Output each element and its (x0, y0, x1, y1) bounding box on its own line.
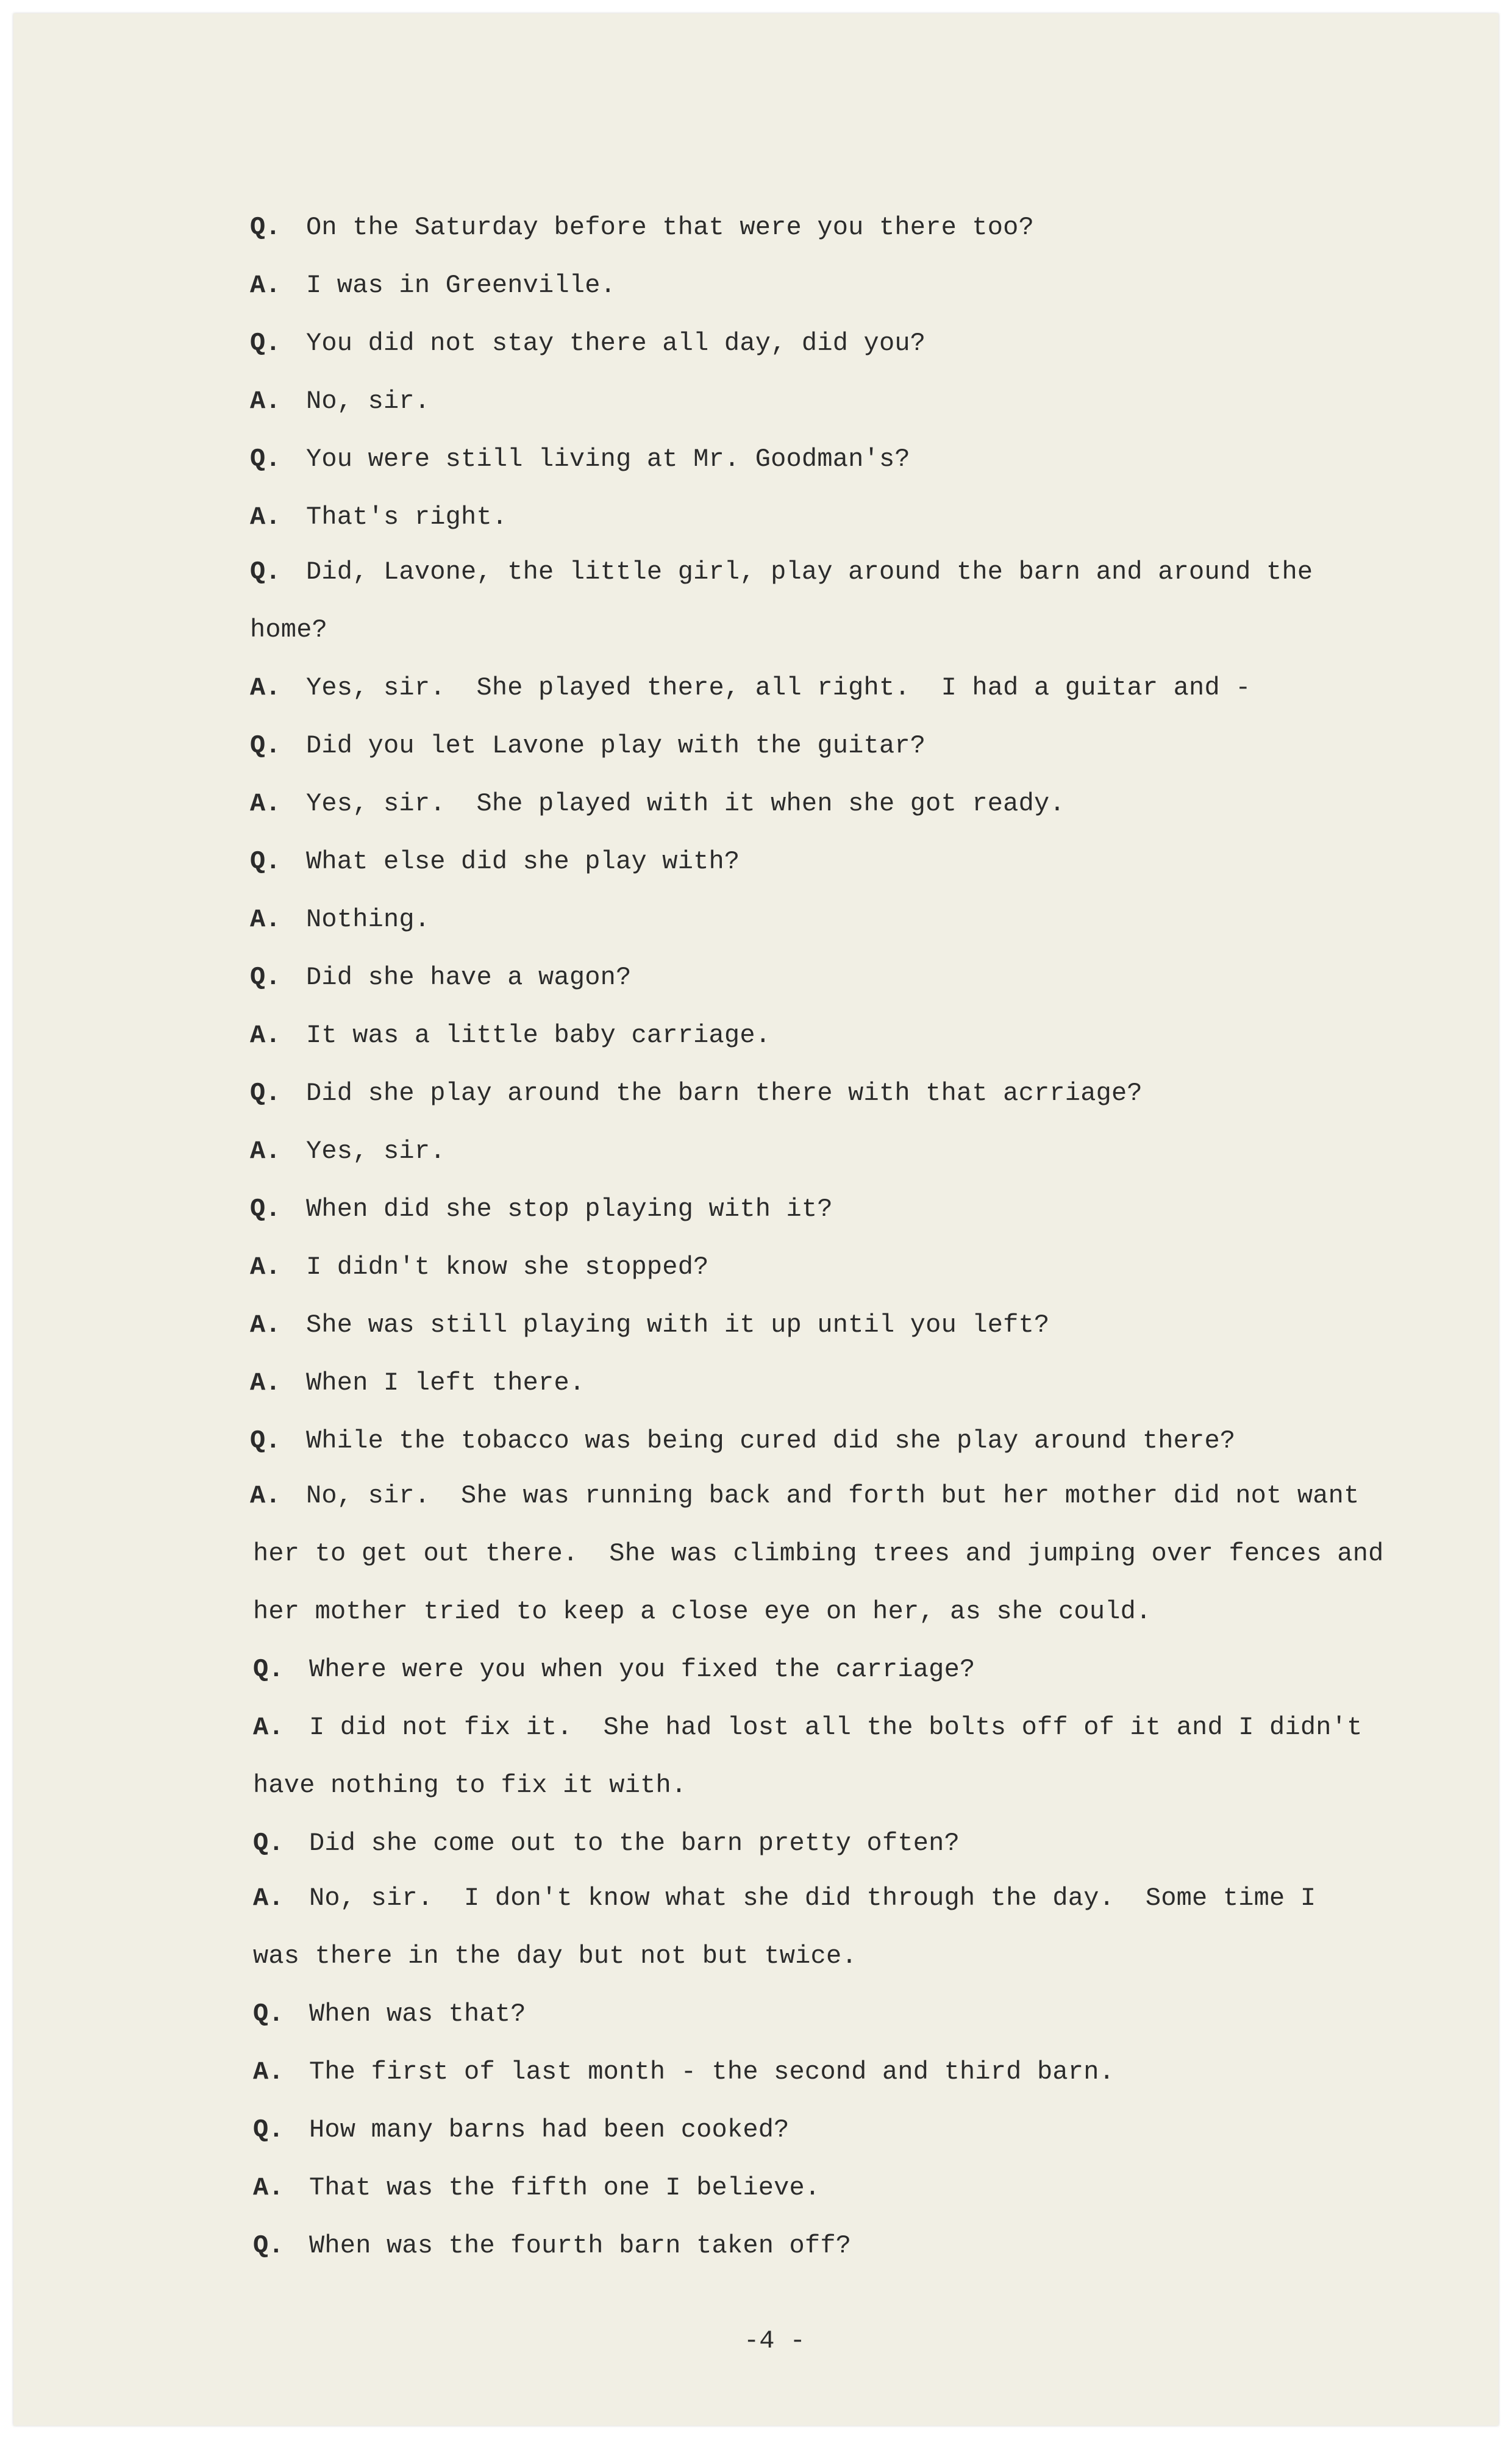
line-text: You did not stay there all day, did you? (306, 329, 926, 358)
transcript-line (253, 2230, 851, 2261)
speaker-label: A. (250, 905, 281, 934)
line-text: No, sir. I don't know what she did through the day. Some time I (309, 1884, 1316, 1913)
speaker-label: A. (250, 1481, 281, 1510)
speaker-label: Q. (250, 213, 281, 242)
speaker-label: Q. (250, 1079, 281, 1108)
transcript-line (250, 212, 1034, 243)
transcript-line (250, 1194, 833, 1224)
speaker-label: A. (250, 271, 281, 300)
line-text: When was that? (309, 1999, 526, 2029)
transcript-line (253, 1770, 686, 1801)
speaker-label: A. (250, 789, 281, 818)
line-text: You were still living at Mr. Goodman's? (306, 445, 910, 474)
line-text: I was in Greenville. (306, 271, 616, 300)
line-text: How many barns had been cooked? (309, 2115, 790, 2144)
line-text: Yes, sir. She played there, all right. I had a guitar and - (306, 673, 1251, 702)
transcript-line (250, 673, 1251, 703)
line-text: The first of last month - the second and third barn. (309, 2057, 1115, 2087)
line-text: Yes, sir. (306, 1137, 446, 1166)
speaker-label: Q. (250, 963, 281, 992)
line-text: She was still playing with it up until you left? (306, 1310, 1050, 1340)
speaker-label: A. (250, 387, 281, 416)
speaker-label: Q. (250, 329, 281, 358)
transcript-line (253, 1596, 1151, 1627)
speaker-label: Q. (250, 445, 281, 474)
line-text: When did she stop playing with it? (306, 1195, 833, 1224)
transcript-line (250, 270, 616, 301)
transcript-line (253, 2173, 820, 2203)
speaker-label: A. (250, 1252, 281, 1282)
transcript-line (250, 846, 740, 877)
transcript-line (250, 615, 327, 645)
transcript-line (250, 1078, 1143, 1109)
speaker-label: A. (253, 2057, 284, 2087)
line-text: What else did she play with? (306, 847, 740, 876)
transcript-line (253, 1883, 1316, 1913)
speaker-label: Q. (253, 1829, 284, 1858)
line-text: Where were you when you fixed the carriage? (309, 1655, 975, 1684)
line-text: I didn't know she stopped? (306, 1252, 709, 1282)
line-text: have nothing to fix it with. (253, 1771, 687, 1800)
line-text: When was the fourth barn taken off? (309, 2231, 852, 2260)
transcript-line (250, 904, 430, 935)
line-text: Did you let Lavone play with the guitar? (306, 731, 926, 760)
line-text: Did she have a wagon? (306, 963, 632, 992)
line-text: On the Saturday before that were you there too? (306, 213, 1034, 242)
transcript-line (250, 1426, 1235, 1456)
speaker-label: Q. (253, 1999, 284, 2029)
speaker-label: A. (250, 1368, 281, 1398)
line-text: Did she come out to the barn pretty often? (309, 1829, 960, 1858)
transcript-line (250, 1310, 1049, 1340)
line-text: her to get out there. She was climbing trees and jumping over fences and (253, 1539, 1384, 1568)
transcript-line (250, 730, 925, 761)
line-text: When I left there. (306, 1368, 585, 1398)
speaker-label: Q. (250, 557, 281, 587)
line-text: While the tobacco was being cured did she play around there? (306, 1426, 1236, 1455)
speaker-label: A. (250, 1021, 281, 1050)
line-text: home? (250, 615, 328, 645)
speaker-label: Q. (253, 1655, 284, 1684)
transcript-line (250, 1252, 709, 1282)
transcript-line (253, 1712, 1362, 1743)
line-text: Yes, sir. She played with it when she got ready. (306, 789, 1065, 818)
page-number: -4 - (744, 2326, 805, 2355)
transcript-line (253, 1654, 975, 1685)
line-text: It was a little baby carriage. (306, 1021, 771, 1050)
line-text: was there in the day but not but twice. (253, 1941, 857, 1971)
speaker-label: A. (250, 502, 281, 532)
transcript-line (253, 1538, 1384, 1569)
speaker-label: Q. (250, 731, 281, 760)
transcript-line (250, 328, 925, 359)
speaker-label: A. (253, 2173, 284, 2202)
speaker-label: A. (250, 1310, 281, 1340)
transcript-line (250, 1368, 585, 1398)
transcript-line (250, 1136, 446, 1166)
transcript-line (253, 1941, 857, 1971)
transcript-line (250, 386, 430, 416)
transcript-line (250, 1480, 1359, 1511)
transcript-line (253, 2115, 790, 2145)
line-text: No, sir. She was running back and forth but her mother did not want (306, 1481, 1360, 1510)
line-text: Did, Lavone, the little girl, play around the barn and around the (306, 557, 1313, 587)
transcript-line (250, 962, 632, 993)
speaker-label: A. (253, 1713, 284, 1742)
transcript-line (253, 1828, 960, 1859)
speaker-label: A. (250, 1137, 281, 1166)
speaker-label: Q. (250, 1195, 281, 1224)
transcript-line (253, 1999, 526, 2029)
line-text: I did not fix it. She had lost all the bolts off of it and I didn't (309, 1713, 1363, 1742)
transcript-line (250, 1020, 771, 1051)
transcript-line (250, 502, 507, 532)
line-text: That's right. (306, 502, 508, 532)
transcript-line (253, 2057, 1114, 2087)
speaker-label: A. (253, 1884, 284, 1913)
speaker-label: Q. (253, 2231, 284, 2260)
transcript-line (250, 557, 1313, 587)
speaker-label: Q. (253, 2115, 284, 2144)
line-text: Did she play around the barn there with that acrriage? (306, 1079, 1143, 1108)
line-text: That was the fifth one I believe. (309, 2173, 821, 2202)
speaker-label: Q. (250, 1426, 281, 1455)
speaker-label: Q. (250, 847, 281, 876)
line-text: her mother tried to keep a close eye on her, as she could. (253, 1597, 1152, 1626)
transcript-line (250, 788, 1065, 819)
speaker-label: A. (250, 673, 281, 702)
line-text: No, sir. (306, 387, 430, 416)
transcript-line (250, 444, 910, 474)
line-text: Nothing. (306, 905, 430, 934)
